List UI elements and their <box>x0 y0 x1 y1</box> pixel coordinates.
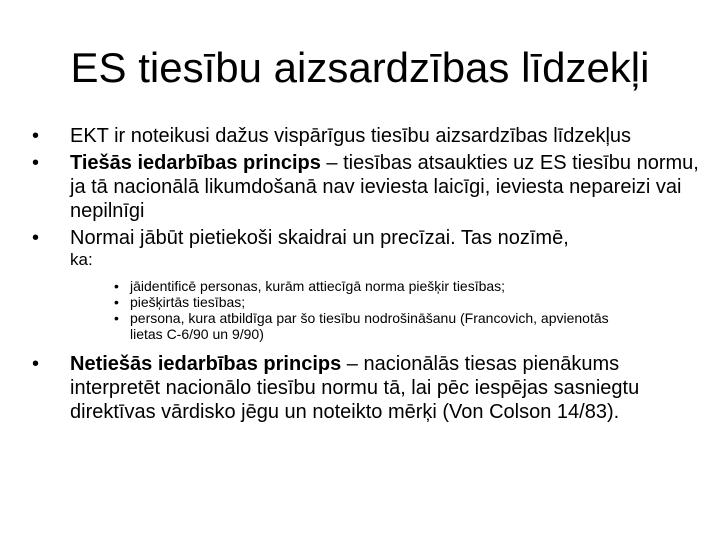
bullet-dot-icon: • <box>32 125 40 147</box>
slide-title: ES tiesību aizsardzības līdzekļi <box>70 44 650 91</box>
bullet-text: Normai jābūt pietiekoši skaidrai un precīzai. Tas nozīmē, <box>70 227 569 249</box>
bullet-dot-icon: • <box>114 310 119 326</box>
bullet-bold-term: Netiešās iedarbības princips <box>70 353 342 375</box>
sub-bullet-item <box>114 310 630 342</box>
sub-bullet-list <box>114 278 700 342</box>
bullet-item <box>30 352 700 424</box>
bullet-item <box>30 124 700 148</box>
bullet-text: – tiesības atsaukties uz ES tiesību normu, ja tā nacionālā likumdošanā nav ieviesta laicīgi, ieviesta nepareizi vai nepilnīgi <box>70 152 699 222</box>
bullet-continuation: ka: <box>70 250 93 269</box>
bullet-dot-icon: • <box>114 294 119 310</box>
sub-bullet-text: jāidentificē personas, kurām attiecīgā norma piešķir tiesības; <box>130 278 506 294</box>
bullet-text: – nacionālās tiesas pienākums interpretēt nacionālo tiesību normu tā, lai pēc iespējas sasniegtu direktīvas vārdisko jēgu un noteikto mērķi (Von Colson 14/83). <box>70 353 640 423</box>
sub-bullet-item <box>114 278 630 294</box>
bullet-dot-icon: • <box>32 152 40 174</box>
bullet-dot-icon: • <box>114 278 119 294</box>
sub-bullet-text: persona, kura atbildīga par šo tiesību nodrošināšanu (Francovich, apvienotās lietas C-6/90 un 9/90) <box>130 310 609 342</box>
bullet-dot-icon: • <box>32 227 40 249</box>
sub-bullet-item <box>114 294 630 310</box>
sub-bullet-text: piešķirtās tiesības; <box>130 294 246 310</box>
bullet-bold-term: Tiešās iedarbības princips <box>70 152 321 174</box>
bullet-list <box>30 124 700 427</box>
bullet-item <box>30 151 700 223</box>
bullet-text: EKT ir noteikusi dažus vispārīgus tiesību aizsardzības līdzekļus <box>70 125 632 147</box>
bullet-dot-icon: • <box>32 353 40 375</box>
bullet-item <box>30 226 700 250</box>
